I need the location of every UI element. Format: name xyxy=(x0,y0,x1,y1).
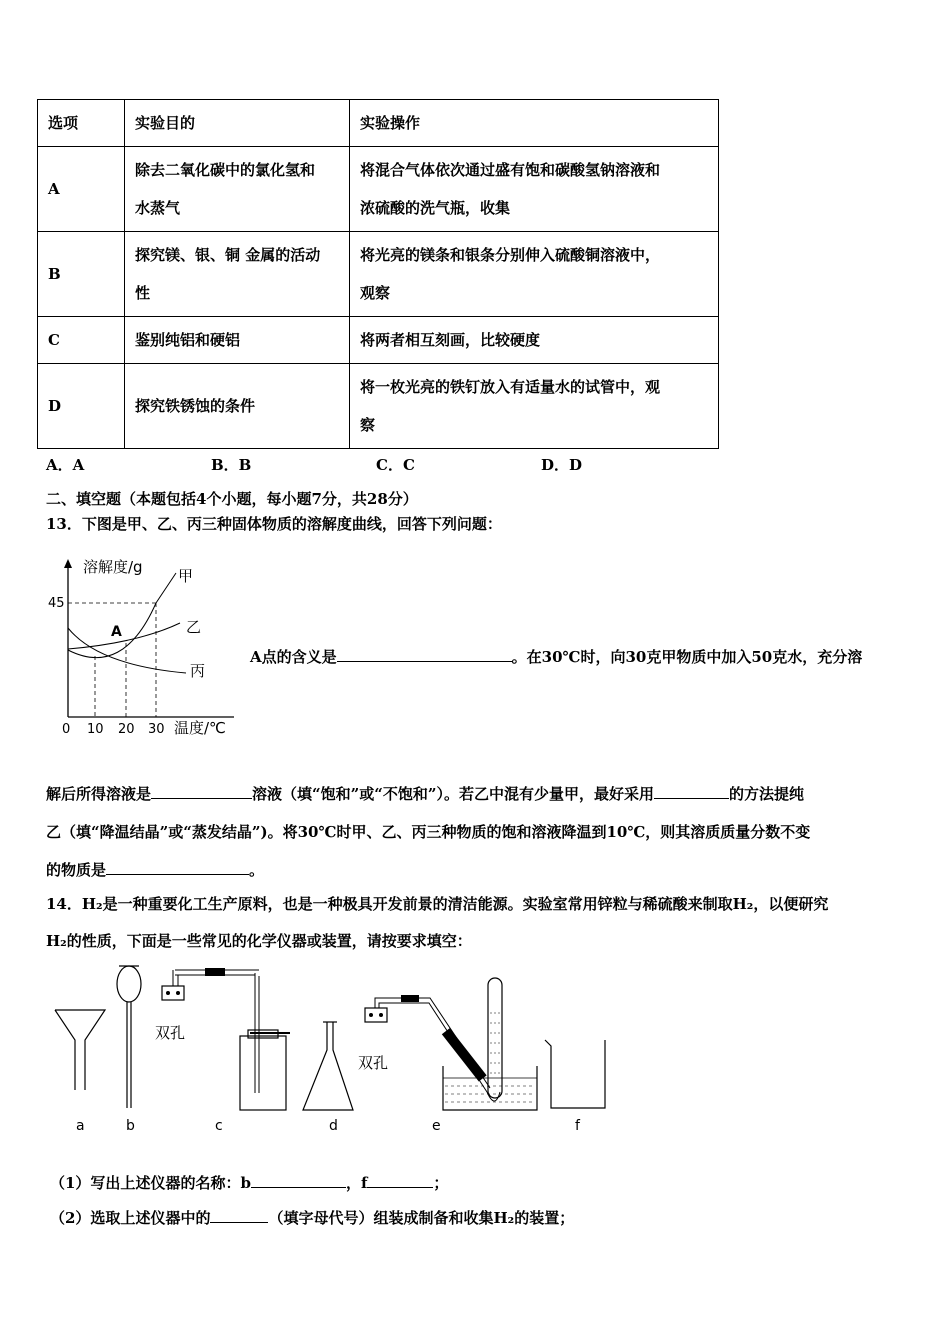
y-axis-label: 溶解度/g xyxy=(83,558,143,576)
q14-sub1: （1）写出上述仪器的名称：b ，f ； xyxy=(50,1174,449,1192)
q13-line2: 解后所得溶液是 溶液（填“饱和”或“不饱和”）。若乙中混有少量甲，最好采用 的方法提纯 xyxy=(46,785,805,803)
answer-blank[interactable] xyxy=(151,784,252,799)
label-c: c xyxy=(215,1118,223,1134)
conical-flask-d xyxy=(303,1022,353,1110)
row-purpose: 探究铁锈蚀的条件 xyxy=(125,364,350,449)
choice-d: D．D xyxy=(541,456,583,474)
x-tick-30: 30 xyxy=(148,722,165,737)
header-option: 选项 xyxy=(38,100,125,147)
y-tick-45: 45 xyxy=(48,596,65,611)
q14-sub2: （2）选取上述仪器中的 （填字母代号）组装成制备和收集H₂的装置； xyxy=(50,1209,575,1227)
water-trough-e xyxy=(365,978,537,1110)
choice-c: C．C xyxy=(376,456,415,474)
curve-yi xyxy=(68,623,180,649)
answer-blank[interactable] xyxy=(337,647,512,662)
table-row xyxy=(38,147,719,232)
label-b: b xyxy=(126,1118,135,1134)
answer-blank[interactable] xyxy=(367,1173,433,1188)
label-e: e xyxy=(432,1118,441,1134)
answer-blank[interactable] xyxy=(654,784,729,799)
curve-label-bing: 丙 xyxy=(190,662,206,680)
label-a: a xyxy=(76,1118,85,1134)
funnel-a xyxy=(55,1010,105,1090)
answer-blank[interactable] xyxy=(106,860,249,875)
stopper-label-2: 双孔 xyxy=(358,1054,389,1072)
row-operation: 将两者相互刻画，比较硬度 xyxy=(350,317,719,364)
apparatus-figure xyxy=(45,958,620,1138)
row-option: A xyxy=(38,147,125,232)
label-d: d xyxy=(329,1118,338,1134)
x-tick-20: 20 xyxy=(118,722,135,737)
q13-line3: 乙（填“降温结晶”或“蒸发结晶”)。将30℃时甲、乙、丙三种物质的饱和溶液降温到10℃，则其溶质质量分数不变 xyxy=(46,823,811,841)
table-row xyxy=(38,364,719,449)
choice-a: A．A xyxy=(46,456,85,474)
curve-label-yi: 乙 xyxy=(186,618,202,636)
q13-line4: 的物质是 。 xyxy=(46,861,265,879)
row-operation: 将混合气体依次通过盛有饱和碳酸氢钠溶液和 浓硫酸的洗气瓶，收集 xyxy=(350,147,719,232)
row-purpose: 除去二氧化碳中的氯化氢和 水蒸气 xyxy=(125,147,350,232)
row-option: C xyxy=(38,317,125,364)
choice-b: B．B xyxy=(211,456,252,474)
row-option: B xyxy=(38,232,125,317)
curve-label-jia: 甲 xyxy=(178,567,194,585)
row-purpose: 鉴别纯铝和硬铝 xyxy=(125,317,350,364)
header-purpose: 实验目的 xyxy=(125,100,350,147)
q14-line1: 14．H₂是一种重要化工生产原料，也是一种极具开发前景的清洁能源。实验室常用锌粒与稀硫酸来制取H₂，以便研究 xyxy=(46,895,829,913)
answer-blank[interactable] xyxy=(251,1173,346,1188)
options-table xyxy=(37,99,719,449)
label-f: f xyxy=(575,1118,580,1134)
q14-line2: H₂的性质，下面是一些常见的化学仪器或装置，请按要求填空： xyxy=(46,932,472,950)
table-row xyxy=(38,317,719,364)
solubility-chart xyxy=(48,553,243,743)
row-operation: 将一枚光亮的铁钉放入有适量水的试管中，观 察 xyxy=(350,364,719,449)
header-operation: 实验操作 xyxy=(350,100,719,147)
answer-blank[interactable] xyxy=(210,1208,268,1223)
x-tick-10: 10 xyxy=(87,722,104,737)
curve-jia xyxy=(68,573,176,658)
curve-bing xyxy=(68,628,186,673)
point-a-label: A xyxy=(111,624,122,640)
y-axis-arrow xyxy=(64,559,72,568)
x-tick-0: 0 xyxy=(62,722,71,737)
x-axis-label: 温度/℃ xyxy=(174,719,226,737)
row-operation: 将光亮的镁条和银条分别伸入硫酸铜溶液中， 观察 xyxy=(350,232,719,317)
q13-line1: A点的含义是 。在30℃时，向30克甲物质中加入50克水，充分溶 xyxy=(250,648,863,666)
table-row xyxy=(38,232,719,317)
q13-stem: 13．下图是甲、乙、丙三种固体物质的溶解度曲线，回答下列问题： xyxy=(46,515,502,533)
thistle-tube-b xyxy=(117,966,141,1108)
section-title: 二、填空题（本题包括4个小题，每小题7分，共28分） xyxy=(46,490,418,508)
row-purpose: 探究镁、银、铜 金属的活动 性 xyxy=(125,232,350,317)
stopper-label-1: 双孔 xyxy=(155,1024,186,1042)
table-header-row xyxy=(38,100,719,147)
beaker-f xyxy=(545,1040,605,1108)
row-option: D xyxy=(38,364,125,449)
